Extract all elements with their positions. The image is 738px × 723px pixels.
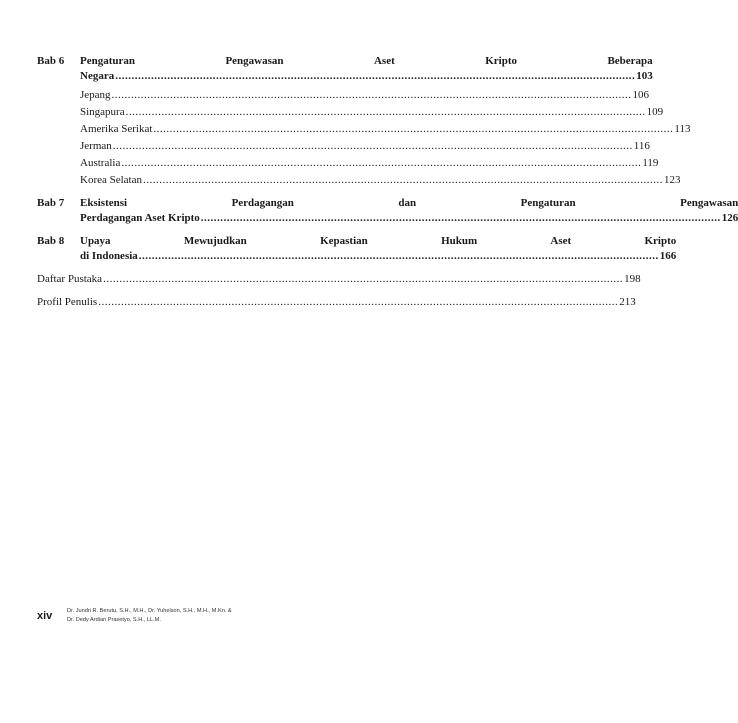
toc-subsection[interactable]: Jerman ..... 116: [37, 139, 372, 154]
toc-chapter-6[interactable]: [37, 54, 653, 84]
footer-authors: Dr. Jundri R. Berutu, S.H., M.H., Dr. Yuhelson, S.H., M.H., M.Kn. & Dr. Dedy Ardian Prasetyo, S.H., LL.M.: [67, 608, 232, 623]
toc-profil-penulis[interactable]: Profil Penulis ..... 213: [37, 295, 372, 310]
page-number-roman: xiv: [37, 610, 53, 622]
page-number: 166: [659, 250, 677, 262]
page-number: 126: [721, 212, 738, 224]
chapter-number: Bab 8: [37, 235, 65, 247]
toc-subsection[interactable]: Amerika Serikat ..... 113: [37, 122, 372, 137]
toc-subsection[interactable]: Australia ..... 119: [37, 156, 372, 171]
toc-subsection[interactable]: Jepang ..... 106: [37, 88, 372, 103]
toc-chapter-7[interactable]: [37, 196, 738, 226]
chapter-title-line2: Perdagangan Aset Kripto ..... 126: [80, 211, 738, 226]
toc-subsection[interactable]: Korea Selatan ..... 123: [37, 173, 372, 188]
chapter-title-line2: Negara ..... 103: [80, 69, 653, 84]
chapter-number: Bab 6: [37, 55, 65, 67]
chapter-title-line1: Eksistensi Perdagangan dan Pengaturan Pengawasan: [80, 197, 738, 209]
table-of-contents: [37, 54, 738, 310]
chapter-number: Bab 7: [37, 197, 65, 209]
page-number: 103: [636, 70, 653, 82]
toc-subsection[interactable]: Singapura ..... 109: [37, 105, 372, 120]
chapter-title-line2: di Indonesia ..... 166: [80, 249, 676, 264]
chapter-title-line1: Pengaturan Pengawasan Aset Kripto Beberapa: [80, 55, 653, 67]
toc-chapter-8[interactable]: [37, 234, 677, 264]
chapter-title-line1: Upaya Mewujudkan Kepastian Hukum Aset Kripto: [80, 235, 677, 247]
toc-daftar-pustaka[interactable]: Daftar Pustaka ..... 198: [37, 272, 372, 287]
page-footer: [37, 607, 232, 625]
